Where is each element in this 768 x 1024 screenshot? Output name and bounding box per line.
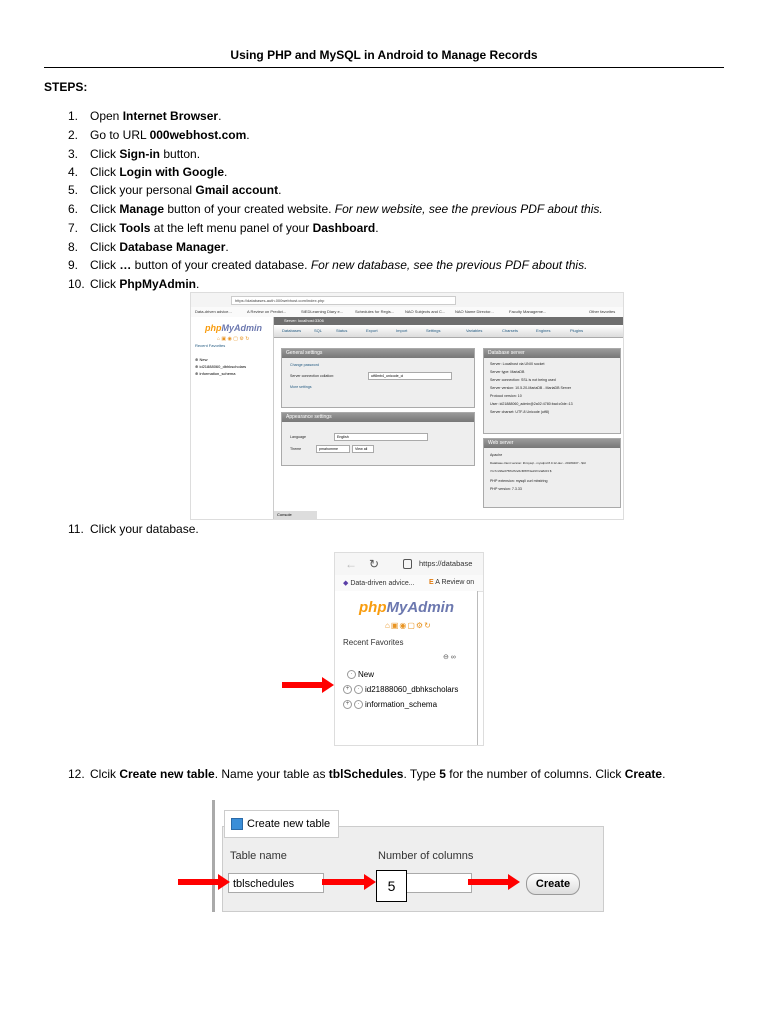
info-line: PHP version: 7.3.33 [490, 487, 522, 491]
bookmarks-bar [335, 575, 483, 592]
menu-status[interactable]: Status [336, 328, 348, 333]
step-9: 9. Click … button of your created database. For new database, see the previous PDF about this. [68, 258, 588, 272]
language-select[interactable]: English [334, 433, 428, 441]
language-label: Language [290, 435, 306, 439]
back-icon[interactable]: ← [345, 557, 357, 571]
main-menu [274, 325, 623, 338]
red-arrow-icon [468, 876, 520, 888]
browser-toolbar [335, 553, 483, 575]
more-settings-link[interactable]: More settings [290, 385, 312, 389]
info-line: Server type: MariaDB [490, 370, 525, 374]
red-arrow-icon [178, 876, 230, 888]
bookmark[interactable]: Schedules for Regis... [355, 309, 395, 314]
bookmark[interactable]: StEDLearning Diary e... [301, 309, 344, 314]
bookmark[interactable]: Faculty Manageme... [509, 309, 547, 314]
collapse-link-icon[interactable]: ⊖ ∞ [443, 654, 456, 661]
bookmark[interactable]: E A Review on [429, 579, 475, 586]
tree-item-new[interactable]: · New [347, 670, 374, 679]
step-8: 8. Click Database Manager. [68, 240, 229, 254]
columns-label: Number of columns [378, 850, 474, 862]
database-server-panel: Database server Server: Localhost via UNIX socket Server type: MariaDB Server connection: SSL is not being used Server version: 10.5.20-MariaDB - MariaDB Server Protocol version: 10 User: id21888060_admin@2a02:4780:bad:c0de::13 Server charset: UTF-8 Unicode (utf8) [483, 348, 621, 434]
red-arrow-icon [282, 679, 334, 691]
address-bar[interactable]: https://databases-auth.000webhost.com/index.php [231, 296, 456, 305]
general-settings-panel: General settings Change password Server connection collation: utf8mb4_unicode_ci More settings [281, 348, 475, 408]
title-rule [44, 67, 724, 68]
steps-label: STEPS: [44, 80, 88, 94]
info-line: User: id21888060_admin@2a02:4780:bad:c0de::13 [490, 402, 573, 406]
lock-icon [403, 559, 412, 569]
left-border [212, 800, 215, 912]
menu-plugins[interactable]: Plugins [570, 328, 584, 333]
tree-item-information-schema[interactable]: + · information_schema [343, 700, 437, 709]
create-new-table-legend: Create new table [224, 810, 339, 838]
bookmark[interactable]: Other favorites [589, 309, 616, 314]
nav-tabs[interactable]: Recent Favorites [195, 343, 226, 348]
bookmark[interactable]: NAO Subjects and C... [405, 309, 446, 314]
red-arrow-icon [322, 876, 376, 888]
step-3: 3. Click Sign-in button. [68, 147, 201, 161]
bookmark[interactable]: A Review on Predict... [247, 309, 287, 314]
page-title: Using PHP and MySQL in Android to Manage Records [230, 48, 538, 62]
step-7: 7. Click Tools at the left menu panel of your Dashboard. [68, 221, 379, 235]
collation-select[interactable]: utf8mb4_unicode_ci [368, 372, 452, 380]
info-line: PHP extension: mysqli curl mbstring [490, 479, 548, 483]
nav-tabs[interactable]: Recent Favorites [343, 638, 404, 647]
address-bar[interactable]: https://database [419, 559, 473, 568]
info-line: Database client version: libmysql - mysqlnd 8.0.12-dev - 20180407 - $Id: [490, 461, 587, 465]
step-12: 12. Clcik Create new table. Name your table as tblSchedules. Type 5 for the number of columns. Click Create. [68, 767, 666, 781]
tree-item-new[interactable]: ⊕ New [195, 357, 208, 362]
table-name-label: Table name [230, 850, 287, 862]
table-name-input[interactable]: tblschedules [228, 873, 324, 893]
menu-variables[interactable]: Variables [466, 328, 483, 333]
menu-settings[interactable]: Settings [426, 328, 441, 333]
view-all-button[interactable]: View all [352, 445, 374, 453]
info-line: Protocol version: 10 [490, 394, 522, 398]
info-line: Apache [490, 453, 503, 457]
columns-value-callout: 5 [376, 870, 407, 902]
navigation-panel-screenshot [334, 552, 484, 746]
info-line: 7cc7cc96e675f6d72e5cf0f87f4a197c2a8c03 $ [490, 469, 552, 473]
bookmark[interactable]: ◆ Data-driven advice... [343, 580, 415, 587]
bookmark[interactable]: NAO Name Director... [455, 309, 494, 314]
tree-item-database[interactable]: + · id21888060_dbhkscholars [343, 685, 458, 694]
navigation-panel [191, 317, 274, 519]
theme-select[interactable]: pmahomme [316, 445, 350, 453]
theme-label: Theme [290, 447, 302, 451]
step-11: 11. Click your database. [68, 522, 199, 536]
menu-engines[interactable]: Engines [536, 328, 551, 333]
home-icons[interactable]: ⌂ ▣ ◉ ▢ ⚙ ↻ [217, 336, 250, 342]
tree-item-database[interactable]: ⊕ id21888060_dbhkscholars [195, 364, 247, 369]
menu-sql[interactable]: SQL [314, 328, 323, 333]
create-button[interactable]: Create [526, 873, 580, 895]
console-tab[interactable]: Console [274, 511, 317, 519]
create-table-fieldset [222, 826, 604, 912]
home-icons[interactable]: ⌂▣◉▢⚙↻ [385, 621, 432, 630]
step-1: 1. Open Internet Browser. [68, 109, 222, 123]
phpmyadmin-logo[interactable]: phpMyAdmin [205, 323, 262, 333]
step-2: 2. Go to URL 000webhost.com. [68, 128, 250, 142]
navigation-panel [335, 591, 478, 745]
menu-charsets[interactable]: Charsets [502, 328, 519, 333]
reload-icon[interactable]: ↻ [369, 557, 380, 571]
menu-databases[interactable]: Databases [282, 328, 302, 333]
step-5: 5. Click your personal Gmail account. [68, 183, 282, 197]
server-breadcrumb: Server: localhost:3306 [274, 317, 623, 325]
step-10: 10. Click PhpMyAdmin. [68, 277, 200, 291]
step-4: 4. Click Login with Google. [68, 165, 228, 179]
info-line: Server connection: SSL is not being used [490, 378, 556, 382]
info-line: Server charset: UTF-8 Unicode (utf8) [490, 410, 550, 414]
appearance-settings-panel: Appearance settings Language English Theme pmahomme View all [281, 412, 475, 466]
step-6: 6. Click Manage button of your created website. For new website, see the previous PDF about this. [68, 202, 603, 216]
bookmark[interactable]: Data-driven advice... [195, 309, 232, 314]
menu-import[interactable]: Import [396, 328, 408, 333]
collation-label: Server connection collation: [290, 374, 335, 378]
info-line: Server version: 10.5.20-MariaDB - MariaDB Server [490, 386, 572, 390]
info-line: Server: Localhost via UNIX socket [490, 362, 545, 366]
phpmyadmin-home-screenshot [190, 292, 624, 520]
change-password-link[interactable]: Change password [290, 363, 319, 367]
table-icon [231, 818, 243, 830]
menu-export[interactable]: Export [366, 328, 378, 333]
phpmyadmin-logo[interactable]: phpMyAdmin [359, 599, 454, 616]
web-server-panel: Web server Apache Database client version: libmysql - mysqlnd 8.0.12-dev - 20180407 - $Id: 7cc7cc96e675f6d72e5cf0f87f4a197c2a8c03 $ PHP extension: mysqli curl mbstring PHP version: 7.3.33 [483, 438, 621, 508]
tree-item-information-schema[interactable]: ⊕ information_schema [195, 371, 236, 376]
browser-toolbar [191, 293, 623, 308]
